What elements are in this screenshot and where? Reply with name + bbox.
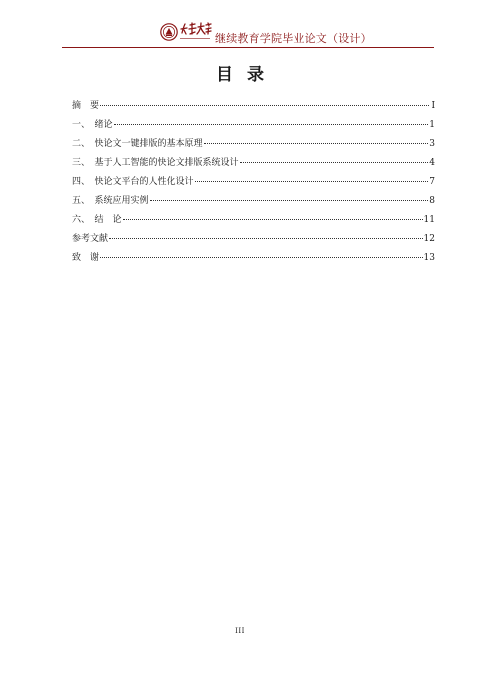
toc-entry-page: 12 [423,234,435,244]
toc-entry-page: 4 [429,158,435,168]
toc-dot-leader [204,143,429,144]
university-calligraphy-logo [180,22,212,36]
toc-entry-chapter-3[interactable] [72,154,435,173]
toc-entry-page: 11 [423,215,435,225]
toc-entry-label: 六、 结 论 [72,215,122,225]
toc-heading: 目录 [216,65,278,85]
toc-entry-page: 13 [423,253,435,263]
toc-dot-leader [100,257,423,258]
toc-dot-leader [195,181,429,182]
table-of-contents [72,97,435,268]
toc-entry-abstract[interactable] [72,97,435,116]
toc-entry-references[interactable] [72,230,435,249]
toc-entry-label: 致 谢 [72,253,100,263]
toc-entry-label: 二、 快论文一键排版的基本原理 [72,139,203,149]
toc-entry-label: 参考文献 [72,234,109,244]
toc-dot-leader [240,162,429,163]
toc-entry-chapter-6[interactable] [72,211,435,230]
toc-entry-chapter-2[interactable] [72,135,435,154]
toc-entry-page: 1 [429,120,435,130]
toc-entry-label: 三、 基于人工智能的快论文排版系统设计 [72,158,239,168]
page-number: III [235,627,245,635]
university-logo [160,22,210,46]
university-emblem-icon [160,23,178,41]
university-english-name-mark [180,37,210,40]
header-title: 继续教育学院毕业论文（设计） [215,32,372,45]
toc-entry-label: 四、 快论文平台的人性化设计 [72,177,194,187]
toc-entry-page: 7 [429,177,435,187]
page-header [62,20,434,48]
toc-dot-leader [123,219,423,220]
toc-entry-chapter-4[interactable] [72,173,435,192]
toc-entry-label: 五、 系统应用实例 [72,196,149,206]
toc-entry-page: 8 [429,196,435,206]
toc-dot-leader [109,238,423,239]
toc-entry-label: 一、 绪论 [72,120,113,130]
toc-entry-chapter-1[interactable] [72,116,435,135]
toc-entry-page: 3 [429,139,435,149]
toc-entry-page: I [431,101,435,111]
toc-dot-leader [114,124,429,125]
toc-dot-leader [150,200,429,201]
toc-entry-chapter-5[interactable] [72,192,435,211]
toc-dot-leader [100,105,429,106]
toc-entry-label: 摘 要 [72,101,100,111]
header-divider [62,47,434,48]
toc-entry-acknowledgements[interactable] [72,249,435,268]
